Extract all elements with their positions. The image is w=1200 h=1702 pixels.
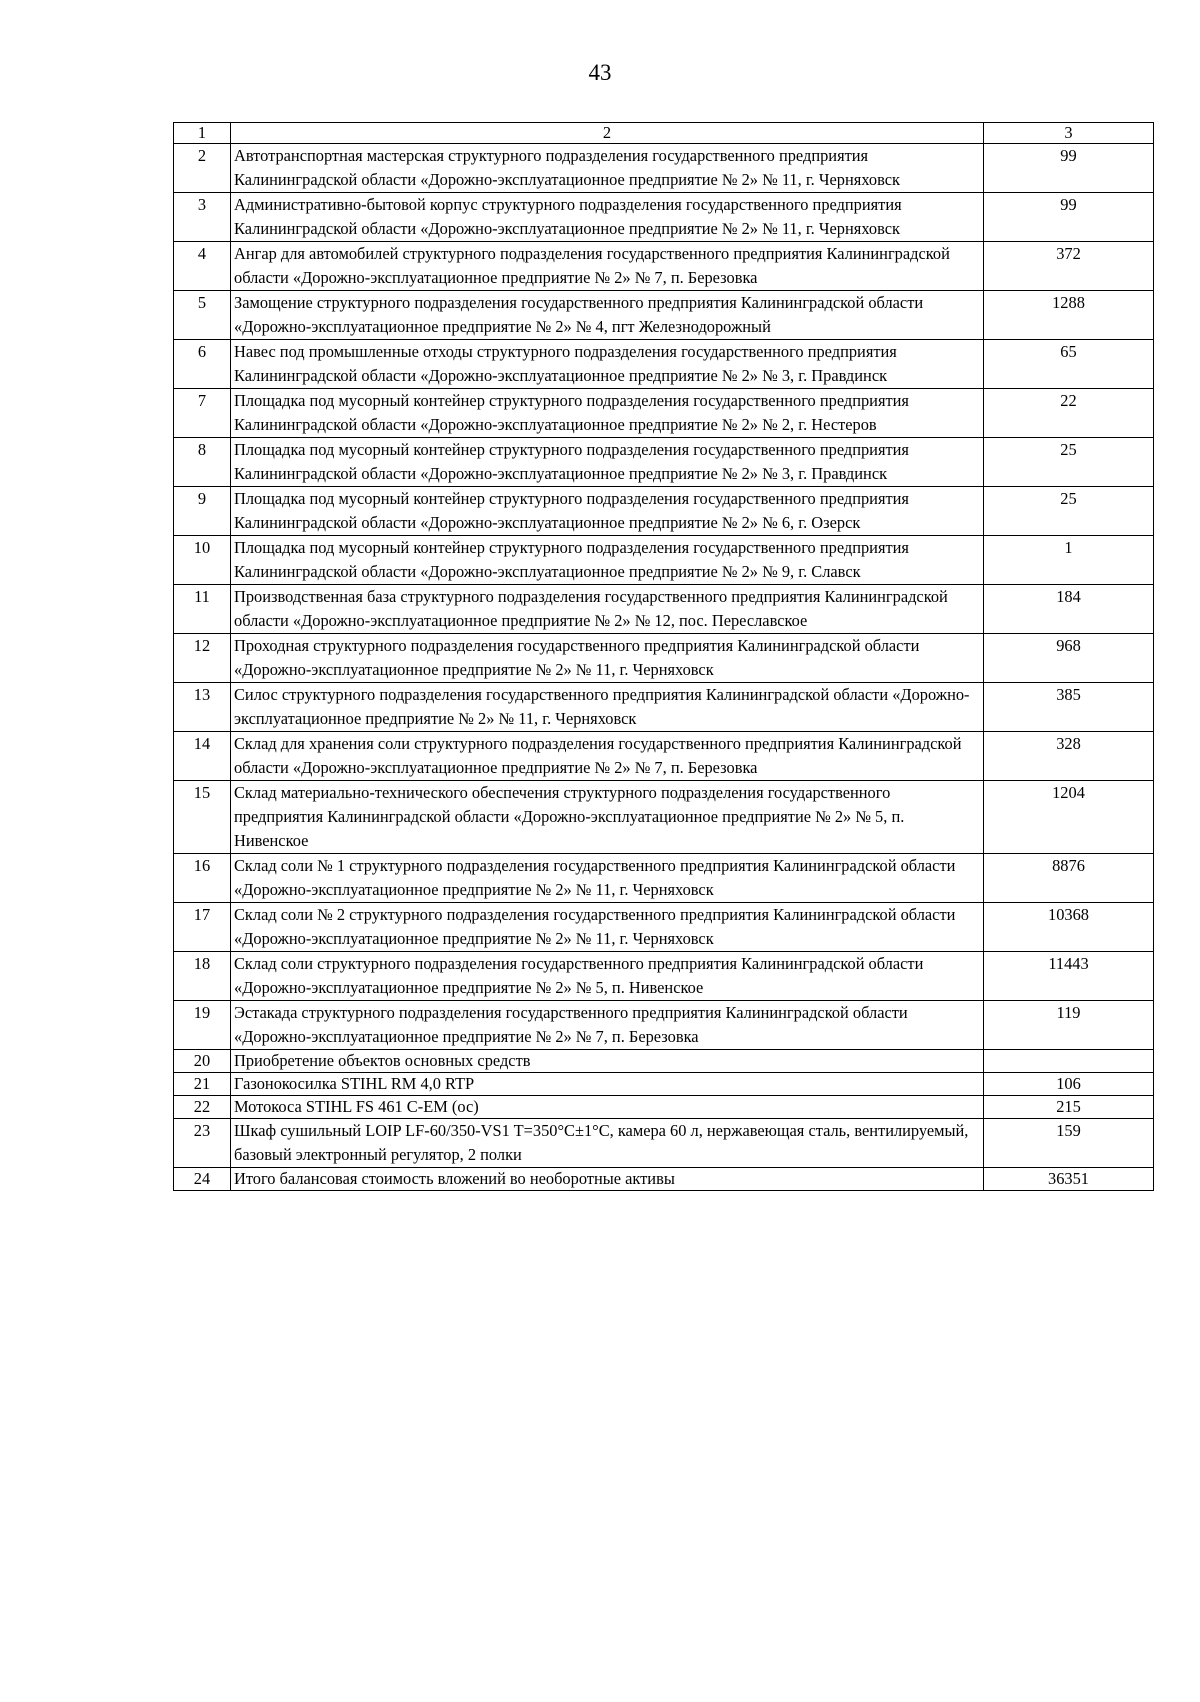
table-row xyxy=(174,536,1154,585)
row-value: 215 xyxy=(984,1096,1154,1119)
row-description: Эстакада структурного подразделения государственного предприятия Калининградской области «Дорожно-эксплуатационное предприятие № 2» № 7, п. Березовка xyxy=(231,1001,984,1050)
page-number: 43 xyxy=(588,60,612,85)
row-value: 36351 xyxy=(984,1168,1154,1191)
table-header-row xyxy=(174,123,1154,144)
row-value: 159 xyxy=(984,1119,1154,1168)
row-description: Шкаф сушильный LOIP LF-60/350-VS1 T=350°C±1°C, камера 60 л, нержавеющая сталь, вентилируемый, базовый электронный регулятор, 2 полки xyxy=(231,1119,984,1168)
table-row xyxy=(174,1050,1154,1073)
row-description: Мотокоса STIHL FS 461 C-EM (ос) xyxy=(231,1096,984,1119)
table-row xyxy=(174,1001,1154,1050)
row-number: 7 xyxy=(174,389,231,438)
row-number: 21 xyxy=(174,1073,231,1096)
row-value: 328 xyxy=(984,732,1154,781)
table-row xyxy=(174,487,1154,536)
row-description: Ангар для автомобилей структурного подразделения государственного предприятия Калининградской области «Дорожно-эксплуатационное предприятие № 2» № 7, п. Березовка xyxy=(231,242,984,291)
table-row xyxy=(174,952,1154,1001)
row-value: 10368 xyxy=(984,903,1154,952)
header-col-3: 3 xyxy=(984,123,1154,144)
row-value: 99 xyxy=(984,144,1154,193)
table-row xyxy=(174,854,1154,903)
row-description: Проходная структурного подразделения государственного предприятия Калининградской области «Дорожно-эксплуатационное предприятие № 2» № 11, г. Черняховск xyxy=(231,634,984,683)
table-row xyxy=(174,1073,1154,1096)
table-row xyxy=(174,291,1154,340)
row-description: Склад для хранения соли структурного подразделения государственного предприятия Калининградской области «Дорожно-эксплуатационное предприятие № 2» № 7, п. Березовка xyxy=(231,732,984,781)
row-description: Навес под промышленные отходы структурного подразделения государственного предприятия Калининградской области «Дорожно-эксплуатационное предприятие № 2» № 3, г. Правдинск xyxy=(231,340,984,389)
row-number: 16 xyxy=(174,854,231,903)
table-row xyxy=(174,144,1154,193)
row-value: 372 xyxy=(984,242,1154,291)
table-row xyxy=(174,683,1154,732)
row-number: 8 xyxy=(174,438,231,487)
table-row xyxy=(174,903,1154,952)
header-col-2: 2 xyxy=(231,123,984,144)
row-description: Склад материально-технического обеспечения структурного подразделения государственного предприятия Калининградской области «Дорожно-эксплуатационное предприятие № 2» № 5, п. Нивенское xyxy=(231,781,984,854)
row-description: Приобретение объектов основных средств xyxy=(231,1050,984,1073)
row-description: Итого балансовая стоимость вложений во необоротные активы xyxy=(231,1168,984,1191)
row-value: 1 xyxy=(984,536,1154,585)
table-row xyxy=(174,340,1154,389)
row-number: 15 xyxy=(174,781,231,854)
row-number: 20 xyxy=(174,1050,231,1073)
table-row xyxy=(174,193,1154,242)
row-value xyxy=(984,1050,1154,1073)
table-row-total xyxy=(174,1168,1154,1191)
row-description: Площадка под мусорный контейнер структурного подразделения государственного предприятия Калининградской области «Дорожно-эксплуатационное предприятие № 2» № 3, г. Правдинск xyxy=(231,438,984,487)
header-col-1: 1 xyxy=(174,123,231,144)
row-number: 13 xyxy=(174,683,231,732)
row-description: Склад соли структурного подразделения государственного предприятия Калининградской области «Дорожно-эксплуатационное предприятие № 2» № 5, п. Нивенское xyxy=(231,952,984,1001)
row-value: 22 xyxy=(984,389,1154,438)
row-value: 11443 xyxy=(984,952,1154,1001)
table-row xyxy=(174,1119,1154,1168)
row-number: 5 xyxy=(174,291,231,340)
row-value: 1204 xyxy=(984,781,1154,854)
table-row xyxy=(174,781,1154,854)
row-value: 968 xyxy=(984,634,1154,683)
table-row xyxy=(174,389,1154,438)
row-number: 4 xyxy=(174,242,231,291)
table-row xyxy=(174,732,1154,781)
table-row xyxy=(174,634,1154,683)
row-description: Склад соли № 2 структурного подразделения государственного предприятия Калининградской области «Дорожно-эксплуатационное предприятие № 2» № 11, г. Черняховск xyxy=(231,903,984,952)
row-number: 22 xyxy=(174,1096,231,1119)
table-row xyxy=(174,585,1154,634)
row-description: Площадка под мусорный контейнер структурного подразделения государственного предприятия Калининградской области «Дорожно-эксплуатационное предприятие № 2» № 9, г. Славск xyxy=(231,536,984,585)
row-value: 25 xyxy=(984,438,1154,487)
row-number: 9 xyxy=(174,487,231,536)
table-row xyxy=(174,1096,1154,1119)
row-description: Производственная база структурного подразделения государственного предприятия Калининградской области «Дорожно-эксплуатационное предприятие № 2» № 12, пос. Переславское xyxy=(231,585,984,634)
row-description: Автотранспортная мастерская структурного подразделения государственного предприятия Калининградской области «Дорожно-эксплуатационное предприятие № 2» № 11, г. Черняховск xyxy=(231,144,984,193)
row-description: Площадка под мусорный контейнер структурного подразделения государственного предприятия Калининградской области «Дорожно-эксплуатационное предприятие № 2» № 6, г. Озерск xyxy=(231,487,984,536)
row-value: 25 xyxy=(984,487,1154,536)
row-value: 119 xyxy=(984,1001,1154,1050)
row-description: Газонокосилка STIHL RM 4,0 RTP xyxy=(231,1073,984,1096)
assets-table xyxy=(173,122,1154,1191)
row-description: Административно-бытовой корпус структурного подразделения государственного предприятия Калининградской области «Дорожно-эксплуатационное предприятие № 2» № 11, г. Черняховск xyxy=(231,193,984,242)
row-number: 23 xyxy=(174,1119,231,1168)
row-number: 6 xyxy=(174,340,231,389)
row-value: 8876 xyxy=(984,854,1154,903)
row-description: Замощение структурного подразделения государственного предприятия Калининградской области «Дорожно-эксплуатационное предприятие № 2» № 4, пгт Железнодорожный xyxy=(231,291,984,340)
row-description: Силос структурного подразделения государственного предприятия Калининградской области «Дорожно-эксплуатационное предприятие № 2» № 11, г. Черняховск xyxy=(231,683,984,732)
row-number: 19 xyxy=(174,1001,231,1050)
row-value: 65 xyxy=(984,340,1154,389)
row-number: 14 xyxy=(174,732,231,781)
row-number: 17 xyxy=(174,903,231,952)
row-number: 2 xyxy=(174,144,231,193)
row-number: 12 xyxy=(174,634,231,683)
table-row xyxy=(174,242,1154,291)
row-value: 99 xyxy=(984,193,1154,242)
row-number: 24 xyxy=(174,1168,231,1191)
row-value: 184 xyxy=(984,585,1154,634)
row-description: Площадка под мусорный контейнер структурного подразделения государственного предприятия Калининградской области «Дорожно-эксплуатационное предприятие № 2» № 2, г. Нестеров xyxy=(231,389,984,438)
row-number: 10 xyxy=(174,536,231,585)
row-description: Склад соли № 1 структурного подразделения государственного предприятия Калининградской области «Дорожно-эксплуатационное предприятие № 2» № 11, г. Черняховск xyxy=(231,854,984,903)
row-value: 106 xyxy=(984,1073,1154,1096)
row-number: 3 xyxy=(174,193,231,242)
row-value: 385 xyxy=(984,683,1154,732)
row-number: 18 xyxy=(174,952,231,1001)
table-row xyxy=(174,438,1154,487)
row-value: 1288 xyxy=(984,291,1154,340)
row-number: 11 xyxy=(174,585,231,634)
